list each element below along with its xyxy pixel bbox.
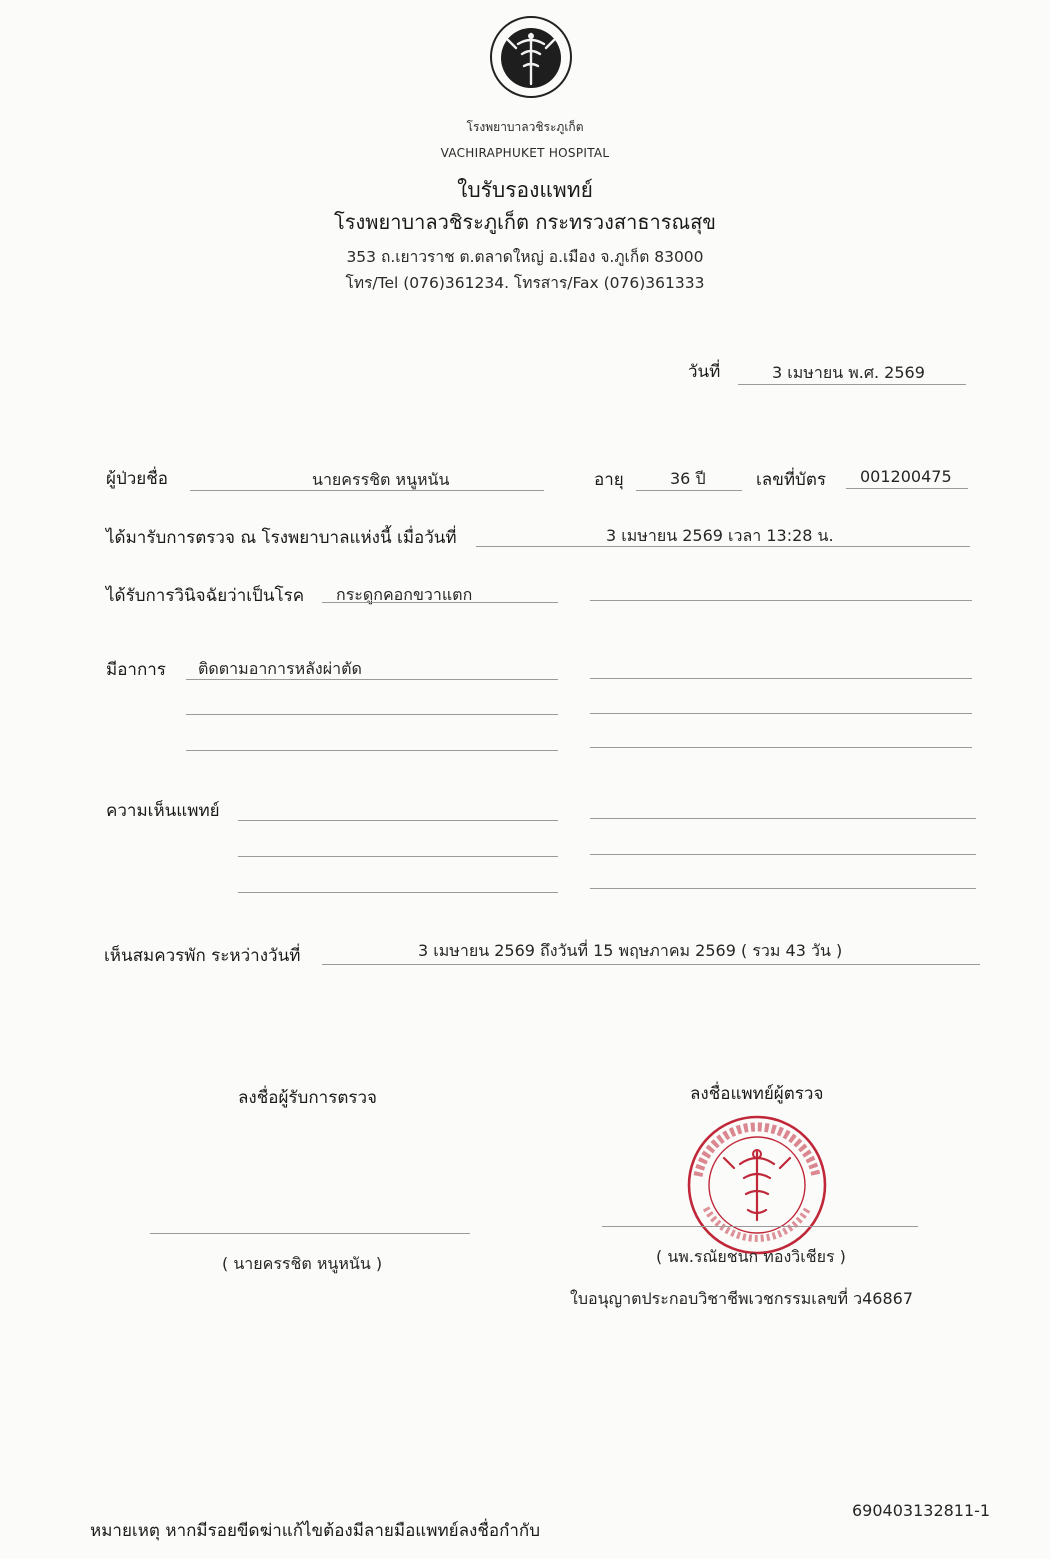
date-value: 3 เมษายน พ.ศ. 2569 bbox=[772, 363, 925, 382]
ministry-stamp bbox=[684, 1112, 830, 1258]
symptoms-line-2b bbox=[590, 713, 972, 714]
diagnosis-value: กระดูกคอกขวาแตก bbox=[336, 585, 473, 604]
doctor-signature-name: ( นพ.รณัยชนก ทองวิเชียร ) bbox=[656, 1247, 846, 1266]
id-label: เลขที่บัตร bbox=[756, 470, 827, 490]
footer-note: หมายเหตุ หากมีรอยขีดฆ่าแก้ไขต้องมีลายมือแพทย์ลงชื่อกำกับ bbox=[90, 1521, 540, 1541]
symptoms-line-3b bbox=[590, 747, 972, 748]
opinion-line-2b bbox=[590, 854, 976, 855]
visit-value: 3 เมษายน 2569 เวลา 13:28 น. bbox=[606, 526, 834, 545]
patient-signature-label: ลงชื่อผู้รับการตรวจ bbox=[238, 1088, 377, 1108]
symptoms-line-1a bbox=[186, 679, 558, 680]
certificate-title: ใบรับรองแพทย์ bbox=[457, 178, 593, 202]
diagnosis-label: ได้รับการวินิจฉัยว่าเป็นโรค bbox=[106, 586, 305, 606]
document-number: 690403132811-1 bbox=[852, 1501, 991, 1520]
rest-label: เห็นสมควรพัก ระหว่างวันที่ bbox=[104, 946, 301, 966]
hospital-thai-small: โรงพยาบาลวชิระภูเก็ต bbox=[466, 120, 584, 134]
symptoms-label: มีอาการ bbox=[106, 660, 166, 680]
opinion-line-1a bbox=[238, 820, 558, 821]
symptoms-line-3a bbox=[186, 750, 558, 751]
diagnosis-line-2 bbox=[590, 600, 972, 601]
symptoms-line-2a bbox=[186, 714, 558, 715]
hospital-english: VACHIRAPHUKET HOSPITAL bbox=[440, 146, 610, 160]
opinion-line-2a bbox=[238, 856, 558, 857]
symptoms-value: ติดตามอาการหลังผ่าตัด bbox=[198, 659, 362, 678]
hospital-phone-fax: โทร/Tel (076)361234. โทรสาร/Fax (076)361333 bbox=[345, 274, 705, 292]
date-line bbox=[738, 384, 966, 385]
id-line bbox=[846, 488, 968, 489]
opinion-label: ความเห็นแพทย์ bbox=[106, 801, 220, 821]
doctor-license: ใบอนุญาตประกอบวิชาชีพเวชกรรมเลขที่ ว46867 bbox=[570, 1289, 914, 1308]
patient-signature-name: ( นายครรชิต หนูหนัน ) bbox=[222, 1254, 383, 1273]
ministry-logo bbox=[488, 14, 574, 100]
patient-name: นายครรชิต หนูหนัน bbox=[312, 470, 450, 489]
opinion-line-3a bbox=[238, 892, 558, 893]
hospital-full-name: โรงพยาบาลวชิระภูเก็ต กระทรวงสาธารณสุข bbox=[334, 210, 716, 234]
doctor-signature-line bbox=[602, 1226, 918, 1227]
opinion-line-1b bbox=[590, 818, 976, 819]
doctor-signature-label: ลงชื่อแพทย์ผู้ตรวจ bbox=[690, 1084, 824, 1104]
symptoms-line-1b bbox=[590, 678, 972, 679]
age-label: อายุ bbox=[594, 470, 624, 490]
id-value: 001200475 bbox=[860, 467, 952, 486]
age-line bbox=[636, 490, 742, 491]
patient-name-label: ผู้ป่วยชื่อ bbox=[106, 469, 169, 489]
diagnosis-line-1 bbox=[322, 602, 558, 603]
hospital-address: 353 ถ.เยาวราช ต.ตลาดใหญ่ อ.เมือง จ.ภูเก็ต 83000 bbox=[346, 248, 704, 266]
rest-value: 3 เมษายน 2569 ถึงวันที่ 15 พฤษภาคม 2569 ( รวม 43 วัน ) bbox=[418, 941, 843, 960]
age-value: 36 ปี bbox=[670, 469, 706, 488]
date-label: วันที่ bbox=[688, 362, 721, 382]
visit-label: ได้มารับการตรวจ ณ โรงพยาบาลแห่งนี้ เมื่อวันที่ bbox=[106, 528, 457, 548]
patient-signature-line bbox=[150, 1233, 470, 1234]
patient-name-line bbox=[190, 490, 544, 491]
visit-line bbox=[476, 546, 970, 547]
opinion-line-3b bbox=[590, 888, 976, 889]
rest-line bbox=[322, 964, 980, 965]
